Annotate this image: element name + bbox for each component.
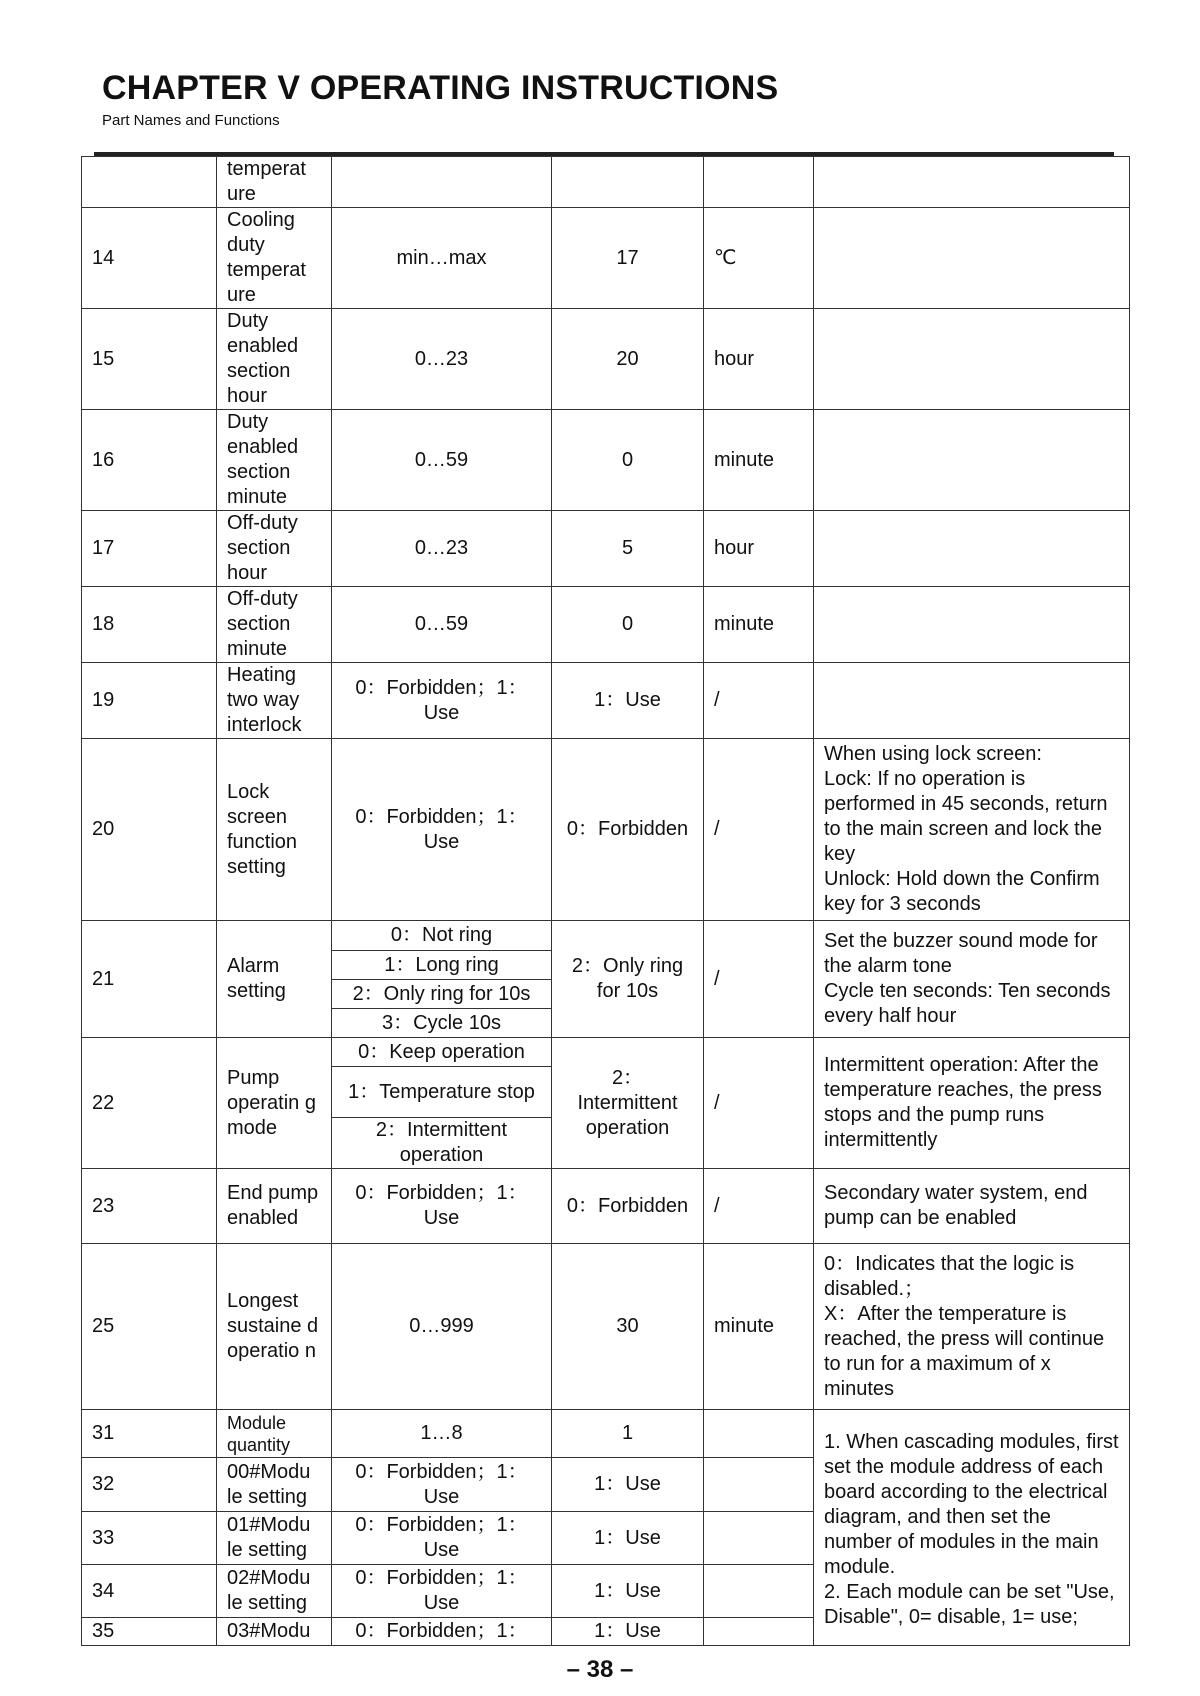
param-number: 17	[82, 511, 217, 587]
param-default: 0	[552, 410, 704, 511]
table-row	[82, 208, 1130, 309]
page-number: – 38 –	[566, 1656, 634, 1683]
param-range	[332, 157, 552, 208]
page-header	[102, 68, 778, 130]
param-unit: minute	[704, 1244, 814, 1410]
table-row	[82, 1410, 1130, 1458]
param-note	[814, 309, 1130, 410]
table-row	[82, 309, 1130, 410]
param-number: 35	[82, 1618, 217, 1646]
param-range: 0：Forbidden；1：Use	[332, 1169, 552, 1244]
param-default: 0：Forbidden	[552, 1169, 704, 1244]
param-name: Cooling duty temperat ure	[217, 208, 332, 309]
param-number: 14	[82, 208, 217, 309]
param-range: 0：Forbidden；1：Use	[332, 1512, 552, 1565]
param-option: 1：Long ring	[332, 951, 552, 980]
param-name: Duty enabled section hour	[217, 309, 332, 410]
param-note	[814, 587, 1130, 663]
table-row	[82, 1169, 1130, 1244]
param-name: Longest sustaine d operatio n	[217, 1244, 332, 1410]
param-name: Duty enabled section minute	[217, 410, 332, 511]
param-option: 1：Temperature stop	[332, 1067, 552, 1118]
param-default: 0	[552, 587, 704, 663]
param-note	[814, 410, 1130, 511]
param-name: Pump operatin g mode	[217, 1038, 332, 1169]
param-name: 01#Modu le setting	[217, 1512, 332, 1565]
param-note	[814, 208, 1130, 309]
table-row	[82, 921, 1130, 951]
param-default: 0：Forbidden	[552, 739, 704, 921]
param-unit	[704, 157, 814, 208]
param-unit	[704, 1512, 814, 1565]
table-row	[82, 511, 1130, 587]
param-number: 32	[82, 1458, 217, 1512]
param-note	[814, 157, 1130, 208]
param-default: 17	[552, 208, 704, 309]
param-option: 0：Keep operation	[332, 1038, 552, 1067]
param-default	[552, 157, 704, 208]
table-row	[82, 1244, 1130, 1410]
table-row	[82, 410, 1130, 511]
param-range: 0…23	[332, 511, 552, 587]
param-default: 2： Intermittent operation	[552, 1038, 704, 1169]
param-name: Off-duty section hour	[217, 511, 332, 587]
param-unit: minute	[704, 410, 814, 511]
param-range: 0：Forbidden；1：Use	[332, 1565, 552, 1618]
param-note: Set the buzzer sound mode for the alarm tone Cycle ten seconds: Ten seconds every half hour	[814, 921, 1130, 1038]
table-row	[82, 739, 1130, 921]
param-note: Intermittent operation: After the temperature reaches, the press stops and the pump runs intermittently	[814, 1038, 1130, 1169]
param-unit: /	[704, 921, 814, 1038]
param-default: 20	[552, 309, 704, 410]
param-unit: /	[704, 739, 814, 921]
param-number: 31	[82, 1410, 217, 1458]
param-unit	[704, 1410, 814, 1458]
param-unit	[704, 1565, 814, 1618]
param-range: 0：Forbidden；1：Use	[332, 663, 552, 739]
param-default: 1：Use	[552, 1512, 704, 1565]
param-name: Off-duty section minute	[217, 587, 332, 663]
param-range: 0…59	[332, 410, 552, 511]
param-default: 30	[552, 1244, 704, 1410]
param-number: 21	[82, 921, 217, 1038]
chapter-title: CHAPTER V OPERATING INSTRUCTIONS	[102, 69, 779, 107]
param-unit: hour	[704, 511, 814, 587]
param-number: 18	[82, 587, 217, 663]
param-number	[82, 157, 217, 208]
param-name: End pump enabled	[217, 1169, 332, 1244]
param-range: 1…8	[332, 1410, 552, 1458]
param-unit: minute	[704, 587, 814, 663]
param-note: Secondary water system, end pump can be enabled	[814, 1169, 1130, 1244]
param-number: 23	[82, 1169, 217, 1244]
param-unit	[704, 1618, 814, 1646]
param-name: Lock screen function setting	[217, 739, 332, 921]
param-number: 25	[82, 1244, 217, 1410]
param-unit	[704, 1458, 814, 1512]
param-note: When using lock screen: Lock: If no operation is performed in 45 seconds, return to the main screen and lock the key Unlock: Hold down the Confirm key for 3 seconds	[814, 739, 1130, 921]
param-number: 20	[82, 739, 217, 921]
param-default: 1：Use	[552, 1458, 704, 1512]
param-default: 1：Use	[552, 663, 704, 739]
param-note: 0：Indicates that the logic is disabled.； X：After the temperature is reached, the press will continue to run for a maximum of x minutes	[814, 1244, 1130, 1410]
param-name: 02#Modu le setting	[217, 1565, 332, 1618]
param-number: 15	[82, 309, 217, 410]
param-number: 19	[82, 663, 217, 739]
param-unit: hour	[704, 309, 814, 410]
param-option: 3：Cycle 10s	[332, 1009, 552, 1038]
parameter-table	[81, 156, 1130, 1646]
param-range: 0：Forbidden；1：	[332, 1618, 552, 1646]
param-unit: /	[704, 1169, 814, 1244]
table-row	[82, 663, 1130, 739]
param-unit: /	[704, 663, 814, 739]
param-name: Alarm setting	[217, 921, 332, 1038]
param-range: 0：Forbidden；1：Use	[332, 1458, 552, 1512]
param-default: 1：Use	[552, 1565, 704, 1618]
param-number: 34	[82, 1565, 217, 1618]
param-range: 0…59	[332, 587, 552, 663]
table-row	[82, 587, 1130, 663]
param-name: 03#Modu	[217, 1618, 332, 1646]
param-number: 33	[82, 1512, 217, 1565]
table-row	[82, 1038, 1130, 1067]
param-range: min…max	[332, 208, 552, 309]
param-note	[814, 663, 1130, 739]
param-default: 1：Use	[552, 1618, 704, 1646]
param-range: 0…23	[332, 309, 552, 410]
param-name: 00#Modu le setting	[217, 1458, 332, 1512]
param-default: 5	[552, 511, 704, 587]
param-unit: /	[704, 1038, 814, 1169]
param-number: 16	[82, 410, 217, 511]
param-number: 22	[82, 1038, 217, 1169]
param-option: 0：Not ring	[332, 921, 552, 951]
param-option: 2：Intermittent operation	[332, 1118, 552, 1169]
param-range: 0…999	[332, 1244, 552, 1410]
param-name: temperat ure	[217, 157, 332, 208]
param-option: 2：Only ring for 10s	[332, 980, 552, 1009]
section-subtitle: Part Names and Functions	[102, 112, 280, 129]
param-name: Heating two way interlock	[217, 663, 332, 739]
table-row	[82, 157, 1130, 208]
param-note: 1. When cascading modules, first set the module address of each board according to the electrical diagram, and then set the number of modules in the main module. 2. Each module can be set "Use, Disable", 0= disable, 1= use;	[814, 1410, 1130, 1646]
param-note	[814, 511, 1130, 587]
param-default: 2：Only ring for 10s	[552, 921, 704, 1038]
param-default: 1	[552, 1410, 704, 1458]
param-unit: ℃	[704, 208, 814, 309]
param-range: 0：Forbidden；1：Use	[332, 739, 552, 921]
param-name: Module quantity	[217, 1410, 332, 1458]
